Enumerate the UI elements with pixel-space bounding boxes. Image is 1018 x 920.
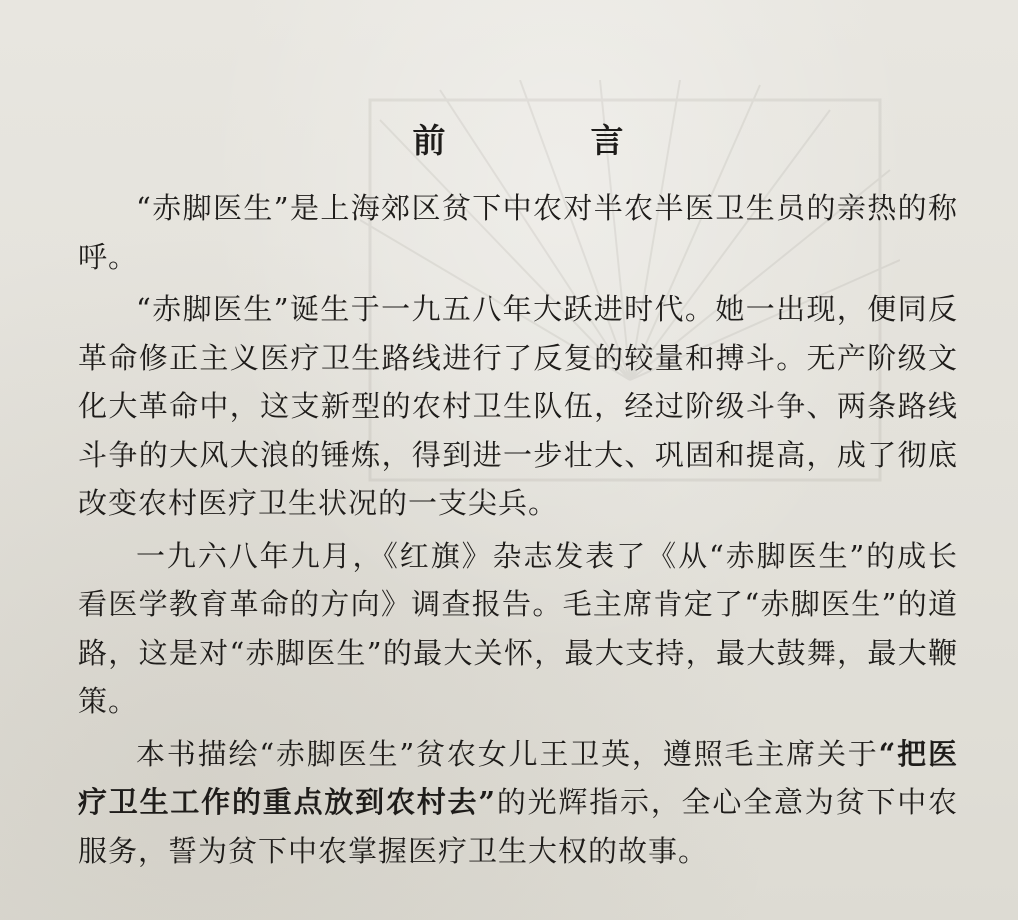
paragraph-4 bbox=[78, 730, 958, 876]
preface-text bbox=[78, 118, 958, 875]
paragraph-2: “赤脚医生”诞生于一九五八年大跃进时代。她一出现，便同反革命修正主义医疗卫生路线进行了反复的较量和搏斗。无产阶级文化大革命中，这支新型的农村卫生队伍，经过阶级斗争、两条路线斗争的大风大浪的锤炼，得到进一步壮大、巩固和提高，成了彻底改变农村医疗卫生状况的一支尖兵。 bbox=[78, 292, 958, 520]
page-title: 前 言 bbox=[412, 121, 680, 160]
paragraph-4-quote: “把医疗卫生工作的重点放到农村去” bbox=[78, 736, 958, 819]
paragraph-4-rest: 的光辉指示，全心全意为贫下中农服务，誓为贫下中农掌握医疗卫生大权的故事。 bbox=[78, 785, 958, 868]
paragraph-3: 一九六八年九月，《红旗》杂志发表了《从“赤脚医生”的成长看医学教育革命的方向》调查报告。毛主席肯定了“赤脚医生”的道路，这是对“赤脚医生”的最大关怀，最大支持，最大鼓舞，最大鞭策。 bbox=[78, 538, 958, 718]
paragraph-1: “赤脚医生”是上海郊区贫下中农对半农半医卫生员的亲热的称呼。 bbox=[78, 191, 958, 274]
paragraph-4-intro: 本书描绘“赤脚医生”贫农女儿王卫英，遵照毛主席关于 bbox=[136, 736, 879, 771]
